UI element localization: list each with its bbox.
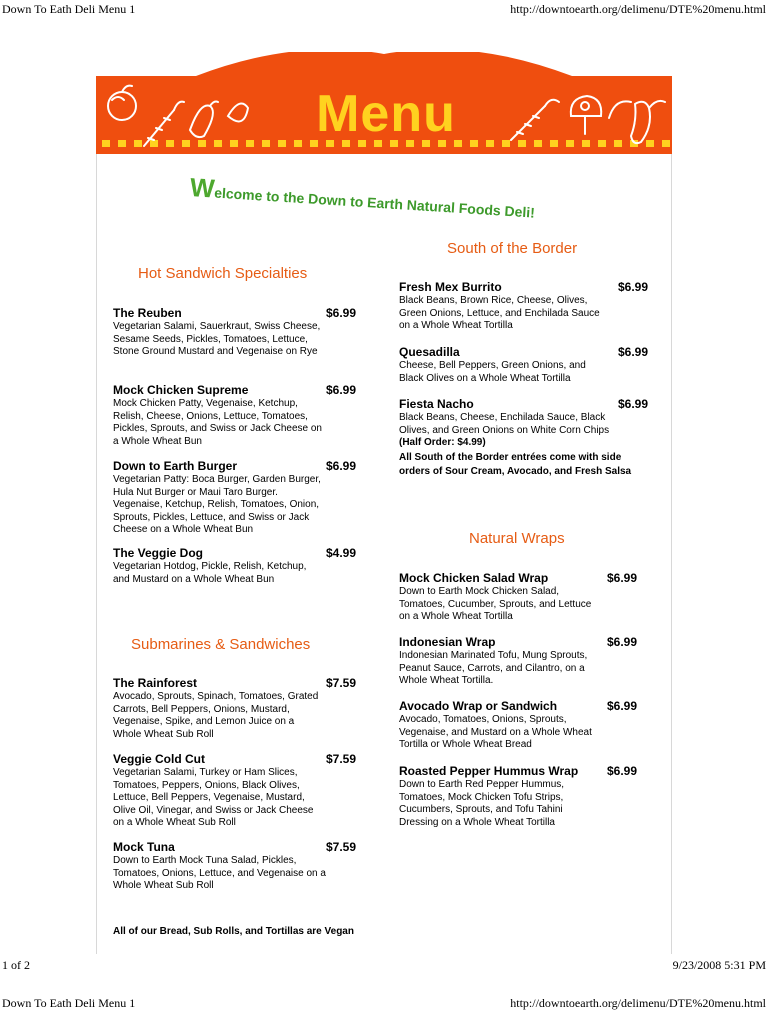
print-footer-datetime: 9/23/2008 5:31 PM [672, 958, 766, 972]
item-name: Quesadilla [399, 345, 460, 359]
print-header-url: http://downtoearth.org/delimenu/DTE%20menu.html [510, 2, 766, 16]
item-description: Vegetarian Patty: Boca Burger, Garden Burger, Hula Nut Burger or Maui Taro Burger. Vegenaise, Ketchup, Relish, Tomatoes, Onion, Sprouts, Pickles, Lettuce, and Swiss or Jack Cheese on a Whole Wheat Bun [113, 474, 321, 535]
item-name: Indonesian Wrap [399, 635, 496, 649]
menu-item [113, 546, 363, 586]
section-title-south-of-border: South of the Border [447, 240, 578, 257]
vegetable-doodles-left-icon [100, 80, 250, 150]
item-price: $6.99 [326, 459, 357, 473]
item-description: Down to Earth Mock Tuna Salad, Pickles, Tomatoes, Onions, Lettuce, and Vegenaise on a Whole Wheat Sub Roll [113, 855, 326, 891]
item-price: $6.99 [618, 280, 649, 294]
item-name: The Reuben [113, 306, 182, 320]
menu-item [399, 635, 649, 688]
menu-item [113, 676, 363, 741]
item-name: Veggie Cold Cut [113, 752, 206, 766]
section-title-submarines: Submarines & Sandwiches [131, 636, 311, 653]
section-title-natural-wraps: Natural Wraps [469, 530, 565, 547]
item-name: Down to Earth Burger [113, 459, 238, 473]
half-order-note: (Half Order: $4.99) [399, 437, 486, 448]
item-price: $6.99 [618, 397, 649, 411]
item-price: $7.59 [326, 752, 357, 766]
section-title-hot-sandwich: Hot Sandwich Specialties [138, 265, 308, 282]
menu-item [113, 383, 363, 448]
item-description: Down to Earth Red Pepper Hummus, Tomatoes, Mock Chicken Tofu Strips, Cucumbers, Sprouts, and Tofu Tahini Dressing on a Whole Wheat Tortilla [399, 779, 565, 828]
item-price: $6.99 [607, 635, 638, 649]
item-name: Avocado Wrap or Sandwich [399, 699, 558, 713]
menu-item [399, 699, 649, 752]
menu-item [113, 459, 363, 537]
menu-item [399, 345, 649, 385]
item-name: Mock Chicken Supreme [113, 383, 249, 397]
item-name: Mock Chicken Salad Wrap [399, 571, 549, 585]
item-name: Fiesta Nacho [399, 397, 474, 411]
print-header-title: Down To Eath Deli Menu 1 [2, 2, 136, 16]
print-footer-title: Down To Eath Deli Menu 1 [2, 996, 136, 1010]
item-name: Mock Tuna [113, 840, 175, 854]
menu-title: Menu [316, 85, 456, 143]
menu-item [113, 752, 363, 830]
item-price: $6.99 [607, 571, 638, 585]
item-description: Vegetarian Salami, Turkey or Ham Slices, Tomatoes, Peppers, Onions, Black Olives, Lettuce, Bell Peppers, Vegenaise, Mustard, Olive Oil, Vinegar, and Swiss or Jack Cheese on a Whole Wheat Sub Roll [113, 767, 314, 828]
item-price: $6.99 [326, 306, 357, 320]
item-price: $7.59 [326, 676, 357, 690]
menu-item [399, 280, 649, 333]
item-name: The Rainforest [113, 676, 198, 690]
print-footer-url: http://downtoearth.org/delimenu/DTE%20menu.html [510, 996, 766, 1010]
south-border-side-note: All South of the Border entrées come with side orders of Sour Cream, Avocado, and Fresh Salsa [399, 452, 632, 477]
item-price: $6.99 [618, 345, 649, 359]
item-name: The Veggie Dog [113, 546, 204, 560]
menu-item [399, 764, 649, 829]
item-price: $4.99 [326, 546, 357, 560]
item-description: Avocado, Tomatoes, Onions, Sprouts, Vegenaise, and Mustard on a Whole Wheat Tortilla or Whole Wheat Bread [399, 714, 592, 750]
welcome-rest-text: elcome to the Down to Earth Natural Foods Deli! [213, 184, 536, 221]
item-price: $6.99 [607, 699, 638, 713]
item-name: Fresh Mex Burrito [399, 280, 502, 294]
vegan-bread-note: All of our Bread, Sub Rolls, and Tortillas are Vegan [113, 926, 354, 937]
menu-item [399, 571, 649, 624]
item-description: Avocado, Sprouts, Spinach, Tomatoes, Grated Carrots, Bell Peppers, Onions, Mustard, Vegenaise, Spike, and Lemon Juice on a Whole Wheat Sub Roll [113, 691, 319, 740]
print-footer [0, 958, 768, 1024]
item-price: $6.99 [607, 764, 638, 778]
item-description: Cheese, Bell Peppers, Green Onions, and Black Olives on a Whole Wheat Tortilla [399, 360, 586, 384]
item-price: $6.99 [326, 383, 357, 397]
item-description: Black Beans, Brown Rice, Cheese, Olives, Green Onions, Lettuce, and Enchilada Sauce on a Whole Wheat Tortilla [399, 295, 600, 331]
print-header [0, 0, 768, 18]
menu-item [399, 397, 649, 437]
menu-page [0, 18, 768, 958]
item-price: $7.59 [326, 840, 357, 854]
item-description: Indonesian Marinated Tofu, Mung Sprouts, Peanut Sauce, Carrots, and Cilantro, on a Whole Wheat Tortilla. [399, 650, 588, 686]
menu-item [113, 306, 363, 359]
welcome-first-letter: W [189, 172, 216, 204]
print-footer-page: 1 of 2 [2, 958, 30, 972]
item-description: Down to Earth Mock Chicken Salad, Tomatoes, Cucumber, Sprouts, and Lettuce on a Whole Wheat Tortilla [399, 586, 592, 622]
vegetable-doodles-right-icon [505, 80, 675, 150]
item-name: Roasted Pepper Hummus Wrap [399, 764, 579, 778]
menu-item [113, 840, 363, 893]
item-description: Vegetarian Hotdog, Pickle, Relish, Ketchup, and Mustard on a Whole Wheat Bun [113, 561, 307, 585]
item-description: Vegetarian Salami, Sauerkraut, Swiss Cheese, Sesame Seeds, Pickles, Tomatoes, Lettuce, Stone Ground Mustard and Vegenaise on Rye [113, 321, 321, 357]
item-description: Mock Chicken Patty, Vegenaise, Ketchup, Relish, Cheese, Onions, Lettuce, Tomatoes, Pickles, Sprouts, and Swiss or Jack Cheese on a Whole Wheat Bun [113, 398, 322, 447]
item-description: Black Beans, Cheese, Enchilada Sauce, Black Olives, and Green Onions on White Corn Chips [399, 412, 610, 436]
